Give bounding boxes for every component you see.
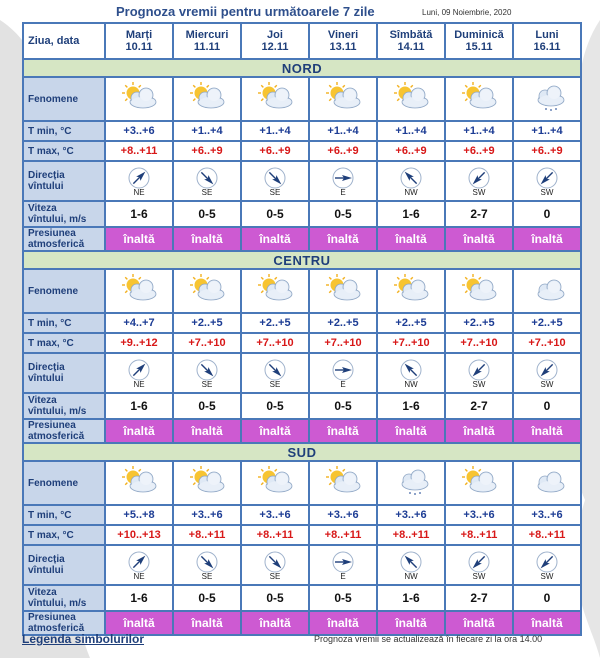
wind-speed-value: 0-5	[242, 202, 308, 226]
pressure-value: înaltă	[310, 228, 376, 250]
phenomena-row	[24, 78, 580, 120]
wind-direction-label-line2: vîntului	[28, 373, 64, 384]
sun-cloud-icon	[117, 80, 161, 114]
region-row	[24, 444, 580, 460]
phenomena-cell	[174, 270, 240, 312]
wind-direction-row	[24, 162, 580, 200]
phenomena-row	[24, 462, 580, 504]
day-header	[242, 24, 308, 58]
pressure-label-line2: atmosferică	[28, 623, 85, 634]
wind-direction-value: SW	[472, 571, 486, 581]
wind-speed-label-line1: Viteza	[28, 395, 57, 406]
day-date: 12.11	[261, 41, 289, 53]
legend-link[interactable]: Legenda simbolurilor	[22, 632, 145, 646]
wind-direction-icon	[127, 166, 151, 190]
tmin-value: +3..+6	[106, 122, 172, 140]
day-header	[514, 24, 580, 58]
cloud-icon	[525, 464, 569, 498]
wind-speed-value: 0-5	[174, 202, 240, 226]
wind-direction-label-line1: Direcția	[28, 362, 65, 373]
tmin-value: +1..+4	[174, 122, 240, 140]
tmin-value: +3..+6	[242, 506, 308, 524]
phenomena-cell	[446, 462, 512, 504]
day-date: 15.11	[465, 41, 493, 53]
pressure-label-line1: Presiunea	[28, 228, 76, 239]
phenomena-cell	[514, 270, 580, 312]
wind-speed-label	[24, 394, 104, 418]
region-name: CENTRU	[24, 252, 580, 268]
wind-direction-cell	[514, 546, 580, 584]
day-name: Vineri	[327, 29, 359, 41]
wind-direction-cell	[514, 354, 580, 392]
pressure-label-line2: atmosferică	[28, 239, 85, 250]
wind-speed-value: 1-6	[378, 586, 444, 610]
phenomena-row	[24, 270, 580, 312]
wind-direction-label-line2: vîntului	[28, 565, 64, 576]
wind-direction-cell	[174, 546, 240, 584]
wind-speed-row	[24, 394, 580, 418]
pressure-label	[24, 420, 104, 442]
phenomena-cell	[310, 78, 376, 120]
wind-direction-value: NE	[133, 187, 145, 197]
sun-cloud-icon	[253, 464, 297, 498]
pressure-row	[24, 420, 580, 442]
wind-direction-value: SE	[269, 571, 281, 581]
tmax-value: +6..+9	[310, 142, 376, 160]
phenomena-cell	[242, 78, 308, 120]
wind-direction-cell	[242, 354, 308, 392]
pressure-label-line2: atmosferică	[28, 431, 85, 442]
wind-direction-row	[24, 546, 580, 584]
wind-direction-value: SE	[269, 379, 281, 389]
tmax-value: +8..+11	[514, 526, 580, 544]
day-header	[378, 24, 444, 58]
pressure-value: înaltă	[174, 228, 240, 250]
tmax-value: +6..+9	[174, 142, 240, 160]
tmin-value: +1..+4	[514, 122, 580, 140]
wind-direction-cell	[242, 546, 308, 584]
pressure-value: înaltă	[446, 612, 512, 634]
wind-direction-value: SE	[269, 187, 281, 197]
wind-direction-icon	[467, 550, 491, 574]
wind-speed-label	[24, 202, 104, 226]
phenomena-cell	[106, 78, 172, 120]
wind-speed-label-line2: vîntului, m/s	[28, 406, 87, 417]
region-row	[24, 60, 580, 76]
pressure-label-line1: Presiunea	[28, 420, 76, 431]
wind-speed-value: 0	[514, 202, 580, 226]
wind-speed-value: 0-5	[174, 394, 240, 418]
phenomena-cell	[174, 462, 240, 504]
tmax-value: +8..+11	[378, 526, 444, 544]
wind-speed-value: 1-6	[106, 202, 172, 226]
wind-direction-icon	[331, 166, 355, 190]
tmin-value: +3..+6	[514, 506, 580, 524]
wind-speed-row	[24, 586, 580, 610]
day-header-label: Ziua, data	[24, 24, 104, 58]
wind-direction-value: SW	[540, 187, 554, 197]
day-date: 16.11	[533, 41, 561, 53]
wind-direction-label-line1: Direcția	[28, 170, 65, 181]
tmin-row	[24, 314, 580, 332]
phenomena-label: Fenomene	[24, 270, 104, 312]
phenomena-cell	[242, 270, 308, 312]
sun-cloud-icon	[321, 464, 365, 498]
sun-cloud-icon	[321, 80, 365, 114]
tmin-row	[24, 122, 580, 140]
day-date: 11.11	[193, 41, 221, 53]
pressure-row	[24, 228, 580, 250]
wind-direction-cell	[446, 162, 512, 200]
wind-direction-icon	[195, 550, 219, 574]
tmin-value: +5..+8	[106, 506, 172, 524]
tmax-value: +7..+10	[378, 334, 444, 352]
wind-speed-value: 0	[514, 586, 580, 610]
wind-direction-icon	[535, 166, 559, 190]
pressure-value: înaltă	[446, 228, 512, 250]
pressure-value: înaltă	[242, 228, 308, 250]
wind-direction-cell	[514, 162, 580, 200]
wind-direction-value: NW	[404, 187, 418, 197]
day-date: 14.11	[397, 41, 425, 53]
wind-direction-cell	[106, 354, 172, 392]
wind-direction-value: NE	[133, 379, 145, 389]
sun-cloud-icon	[389, 272, 433, 306]
tmin-value: +1..+4	[310, 122, 376, 140]
phenomena-cell	[106, 462, 172, 504]
sun-cloud-icon	[389, 80, 433, 114]
tmin-value: +2..+5	[446, 314, 512, 332]
tmin-value: +1..+4	[242, 122, 308, 140]
tmin-value: +3..+6	[446, 506, 512, 524]
tmax-value: +7..+10	[242, 334, 308, 352]
wind-direction-label	[24, 162, 104, 200]
wind-direction-icon	[263, 166, 287, 190]
wind-speed-value: 0-5	[310, 202, 376, 226]
update-note: Prognoza vremii se actualizează în fiecare zi la ora 14.00	[314, 634, 543, 644]
wind-direction-value: SW	[540, 571, 554, 581]
tmax-value: +8..+11	[310, 526, 376, 544]
wind-direction-value: SW	[540, 379, 554, 389]
wind-direction-value: NW	[404, 379, 418, 389]
cloud-icon	[525, 272, 569, 306]
page-header	[0, 0, 600, 22]
wind-speed-label-line2: vîntului, m/s	[28, 214, 87, 225]
wind-speed-row	[24, 202, 580, 226]
pressure-label-line1: Presiunea	[28, 612, 76, 623]
sun-cloud-icon	[253, 272, 297, 306]
phenomena-cell	[378, 462, 444, 504]
wind-direction-cell	[242, 162, 308, 200]
tmax-label: T max, °C	[24, 334, 104, 352]
wind-direction-cell	[106, 546, 172, 584]
wind-direction-value: SE	[201, 571, 213, 581]
tmin-value: +2..+5	[310, 314, 376, 332]
tmax-value: +8..+11	[242, 526, 308, 544]
wind-direction-cell	[446, 546, 512, 584]
tmin-value: +2..+5	[174, 314, 240, 332]
wind-direction-value: SW	[472, 187, 486, 197]
wind-direction-value: E	[340, 571, 346, 581]
day-header	[446, 24, 512, 58]
cloud-snow-icon	[525, 80, 569, 114]
pressure-value: înaltă	[106, 420, 172, 442]
pressure-value: înaltă	[378, 420, 444, 442]
wind-direction-cell	[310, 354, 376, 392]
sun-cloud-icon	[185, 464, 229, 498]
wind-direction-cell	[446, 354, 512, 392]
pressure-label	[24, 228, 104, 250]
tmax-value: +7..+10	[514, 334, 580, 352]
day-name: Joi	[267, 29, 283, 41]
phenomena-cell	[514, 462, 580, 504]
wind-direction-icon	[127, 550, 151, 574]
wind-speed-value: 1-6	[106, 394, 172, 418]
pressure-value: înaltă	[242, 420, 308, 442]
wind-direction-icon	[195, 166, 219, 190]
pressure-value: înaltă	[242, 612, 308, 634]
wind-direction-label	[24, 546, 104, 584]
wind-direction-icon	[195, 358, 219, 382]
wind-direction-icon	[399, 550, 423, 574]
pressure-value: înaltă	[310, 420, 376, 442]
tmax-value: +8..+11	[446, 526, 512, 544]
sun-cloud-icon	[457, 272, 501, 306]
wind-direction-value: E	[340, 187, 346, 197]
tmax-label: T max, °C	[24, 526, 104, 544]
tmin-value: +1..+4	[446, 122, 512, 140]
wind-speed-value: 1-6	[106, 586, 172, 610]
phenomena-cell	[310, 462, 376, 504]
current-date: Luni, 09 Noiembrie, 2020	[422, 8, 512, 17]
tmax-label: T max, °C	[24, 142, 104, 160]
wind-speed-value: 1-6	[378, 394, 444, 418]
wind-direction-icon	[263, 550, 287, 574]
tmax-value: +6..+9	[242, 142, 308, 160]
wind-speed-value: 0	[514, 394, 580, 418]
region-name: NORD	[24, 60, 580, 76]
wind-direction-value: NW	[404, 571, 418, 581]
pressure-value: înaltă	[378, 228, 444, 250]
phenomena-label: Fenomene	[24, 462, 104, 504]
tmin-label: T min, °C	[24, 122, 104, 140]
phenomena-cell	[174, 78, 240, 120]
pressure-value: înaltă	[106, 228, 172, 250]
wind-speed-value: 0-5	[174, 586, 240, 610]
sun-cloud-icon	[253, 80, 297, 114]
wind-direction-value: E	[340, 379, 346, 389]
wind-direction-value: SW	[472, 379, 486, 389]
wind-direction-label-line2: vîntului	[28, 181, 64, 192]
tmax-row	[24, 142, 580, 160]
tmin-row	[24, 506, 580, 524]
pressure-value: înaltă	[514, 228, 580, 250]
sun-cloud-icon	[185, 272, 229, 306]
tmin-value: +3..+6	[310, 506, 376, 524]
wind-direction-row	[24, 354, 580, 392]
wind-direction-cell	[174, 354, 240, 392]
days-header-row	[24, 24, 580, 58]
sun-cloud-icon	[457, 464, 501, 498]
sun-cloud-icon	[457, 80, 501, 114]
tmin-value: +3..+6	[378, 506, 444, 524]
wind-direction-cell	[378, 162, 444, 200]
tmax-value: +6..+9	[514, 142, 580, 160]
wind-direction-icon	[467, 358, 491, 382]
day-name: Luni	[535, 29, 559, 41]
pressure-label	[24, 612, 104, 634]
region-name: SUD	[24, 444, 580, 460]
tmax-value: +9..+12	[106, 334, 172, 352]
day-header	[310, 24, 376, 58]
tmin-value: +3..+6	[174, 506, 240, 524]
phenomena-cell	[378, 270, 444, 312]
tmax-row	[24, 334, 580, 352]
pressure-value: înaltă	[446, 420, 512, 442]
day-header	[174, 24, 240, 58]
phenomena-cell	[446, 78, 512, 120]
day-name: Duminică	[454, 29, 504, 41]
wind-direction-cell	[106, 162, 172, 200]
day-date: 10.11	[125, 41, 153, 53]
wind-direction-cell	[310, 162, 376, 200]
wind-direction-icon	[331, 550, 355, 574]
phenomena-cell	[446, 270, 512, 312]
wind-direction-cell	[378, 354, 444, 392]
wind-direction-icon	[535, 358, 559, 382]
pressure-value: înaltă	[106, 612, 172, 634]
wind-direction-value: SE	[201, 187, 213, 197]
tmin-value: +4..+7	[106, 314, 172, 332]
sun-cloud-icon	[117, 272, 161, 306]
tmin-label: T min, °C	[24, 506, 104, 524]
tmin-value: +2..+5	[242, 314, 308, 332]
wind-direction-icon	[331, 358, 355, 382]
pressure-value: înaltă	[174, 420, 240, 442]
tmax-value: +8..+11	[174, 526, 240, 544]
tmin-label: T min, °C	[24, 314, 104, 332]
tmax-value: +6..+9	[378, 142, 444, 160]
cloud-snow-icon	[389, 464, 433, 498]
wind-speed-label-line2: vîntului, m/s	[28, 598, 87, 609]
sun-cloud-icon	[117, 464, 161, 498]
tmax-value: +7..+10	[310, 334, 376, 352]
tmin-value: +2..+5	[378, 314, 444, 332]
wind-direction-cell	[378, 546, 444, 584]
tmax-value: +6..+9	[446, 142, 512, 160]
wind-speed-value: 0-5	[310, 394, 376, 418]
tmax-value: +7..+10	[446, 334, 512, 352]
wind-speed-value: 2-7	[446, 202, 512, 226]
sun-cloud-icon	[185, 80, 229, 114]
day-date: 13.11	[329, 41, 357, 53]
day-name: Miercuri	[185, 29, 229, 41]
day-header	[106, 24, 172, 58]
wind-direction-cell	[310, 546, 376, 584]
wind-direction-cell	[174, 162, 240, 200]
wind-direction-icon	[399, 358, 423, 382]
region-row	[24, 252, 580, 268]
pressure-value: înaltă	[174, 612, 240, 634]
wind-direction-icon	[399, 166, 423, 190]
tmax-value: +7..+10	[174, 334, 240, 352]
wind-direction-value: NE	[133, 571, 145, 581]
wind-direction-icon	[535, 550, 559, 574]
wind-speed-value: 0-5	[242, 394, 308, 418]
pressure-value: înaltă	[378, 612, 444, 634]
wind-direction-icon	[467, 166, 491, 190]
wind-direction-label-line1: Direcția	[28, 554, 65, 565]
wind-speed-value: 0-5	[242, 586, 308, 610]
phenomena-cell	[310, 270, 376, 312]
wind-speed-label	[24, 586, 104, 610]
phenomena-cell	[106, 270, 172, 312]
wind-direction-value: SE	[201, 379, 213, 389]
day-name: Sîmbătă	[389, 29, 433, 41]
wind-speed-label-line1: Viteza	[28, 587, 57, 598]
wind-speed-value: 2-7	[446, 586, 512, 610]
tmin-value: +2..+5	[514, 314, 580, 332]
wind-speed-value: 1-6	[378, 202, 444, 226]
phenomena-cell	[514, 78, 580, 120]
tmax-value: +10..+13	[106, 526, 172, 544]
pressure-value: înaltă	[310, 612, 376, 634]
phenomena-label: Fenomene	[24, 78, 104, 120]
sun-cloud-icon	[321, 272, 365, 306]
tmax-value: +8..+11	[106, 142, 172, 160]
pressure-row	[24, 612, 580, 634]
wind-direction-label	[24, 354, 104, 392]
wind-direction-icon	[127, 358, 151, 382]
pressure-value: înaltă	[514, 612, 580, 634]
tmax-row	[24, 526, 580, 544]
wind-direction-icon	[263, 358, 287, 382]
page-title: Prognoza vremii pentru următoarele 7 zile	[116, 4, 375, 19]
pressure-value: înaltă	[514, 420, 580, 442]
tmin-value: +1..+4	[378, 122, 444, 140]
day-name: Marți	[125, 29, 153, 41]
wind-speed-value: 2-7	[446, 394, 512, 418]
forecast-table	[22, 22, 582, 636]
wind-speed-label-line1: Viteza	[28, 203, 57, 214]
phenomena-cell	[242, 462, 308, 504]
wind-speed-value: 0-5	[310, 586, 376, 610]
phenomena-cell	[378, 78, 444, 120]
